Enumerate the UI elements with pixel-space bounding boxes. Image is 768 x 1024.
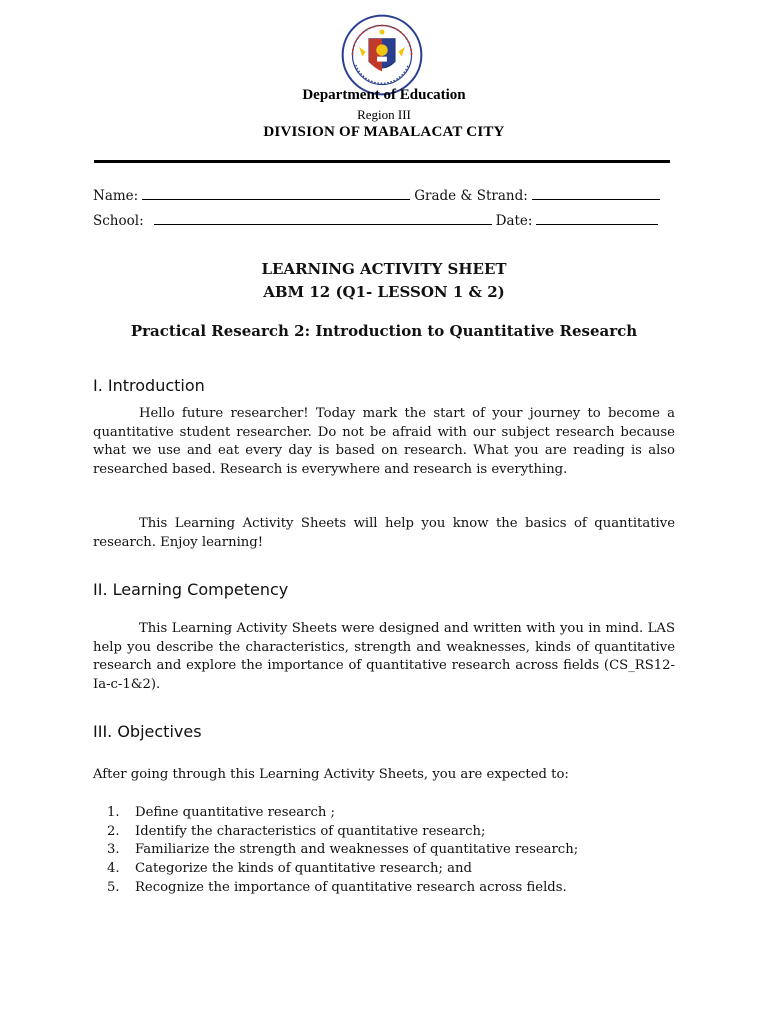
deped-seal-icon [341,14,423,96]
school-field[interactable] [154,224,492,225]
division-title: DIVISION OF MABALACAT CITY [263,124,505,140]
objectives-heading: III. Objectives [93,722,202,741]
grade-strand-field[interactable] [532,199,660,200]
list-item [93,860,675,879]
school-date-row [93,209,675,229]
school-label: School: [93,213,144,229]
list-item-number: 1. [107,805,120,820]
list-item-text: Recognize the importance of quantitative research across fields. [135,879,567,895]
name-grade-row [93,184,675,204]
region-label: Region III [357,107,411,122]
list-item-text: Define quantitative research ; [135,805,335,820]
sheet-subtitle: ABM 12 (Q1- LESSON 1 & 2) [263,283,505,301]
sheet-title: LEARNING ACTIVITY SHEET [261,260,507,278]
name-label: Name: [93,188,139,204]
list-item [93,879,675,898]
introduction-paragraph-1: Hello future researcher! Today mark the start of your journey to become a quantitative student researcher. Do not be afraid with our subject research because what we use and eat every day is based on research. What you are reading is also researched based. Research is everywhere and research is everything. [93,406,675,478]
list-item-text: Categorize the kinds of quantitative research; and [135,861,472,877]
list-item-number: 4. [107,861,120,877]
list-item-number: 5. [107,879,120,895]
objectives-list [93,804,675,898]
date-field[interactable] [536,224,658,225]
list-item-text: Familiarize the strength and weaknesses of quantitative research; [135,842,579,858]
subject-title: Practical Research 2: Introduction to Quantitative Research [130,322,638,340]
department-title: Department of Education [302,87,466,103]
competency-paragraph: This Learning Activity Sheets were designed and written with you in mind. LAS help you describe the characteristics, strength and weaknesses, kinds of quantitative research and explore the importance of quantitative research across fields (CS_RS12-Ia-c-1&2). [93,621,675,693]
objectives-intro: After going through this Learning Activity Sheets, you are expected to: [93,767,569,782]
introduction-paragraph-2: This Learning Activity Sheets will help you know the basics of quantitative research. Enjoy learning! [93,516,675,550]
list-item-number: 2. [107,823,120,839]
date-label: Date: [495,213,533,229]
list-item [93,841,675,860]
introduction-heading: I. Introduction [93,376,205,395]
list-item [93,804,675,823]
name-field[interactable] [142,199,410,200]
list-item-text: Identify the characteristics of quantitative research; [135,823,486,839]
header-divider [94,160,670,163]
list-item-number: 3. [107,842,120,858]
grade-strand-label: Grade & Strand: [414,188,528,204]
list-item [93,823,675,842]
competency-heading: II. Learning Competency [93,580,289,599]
